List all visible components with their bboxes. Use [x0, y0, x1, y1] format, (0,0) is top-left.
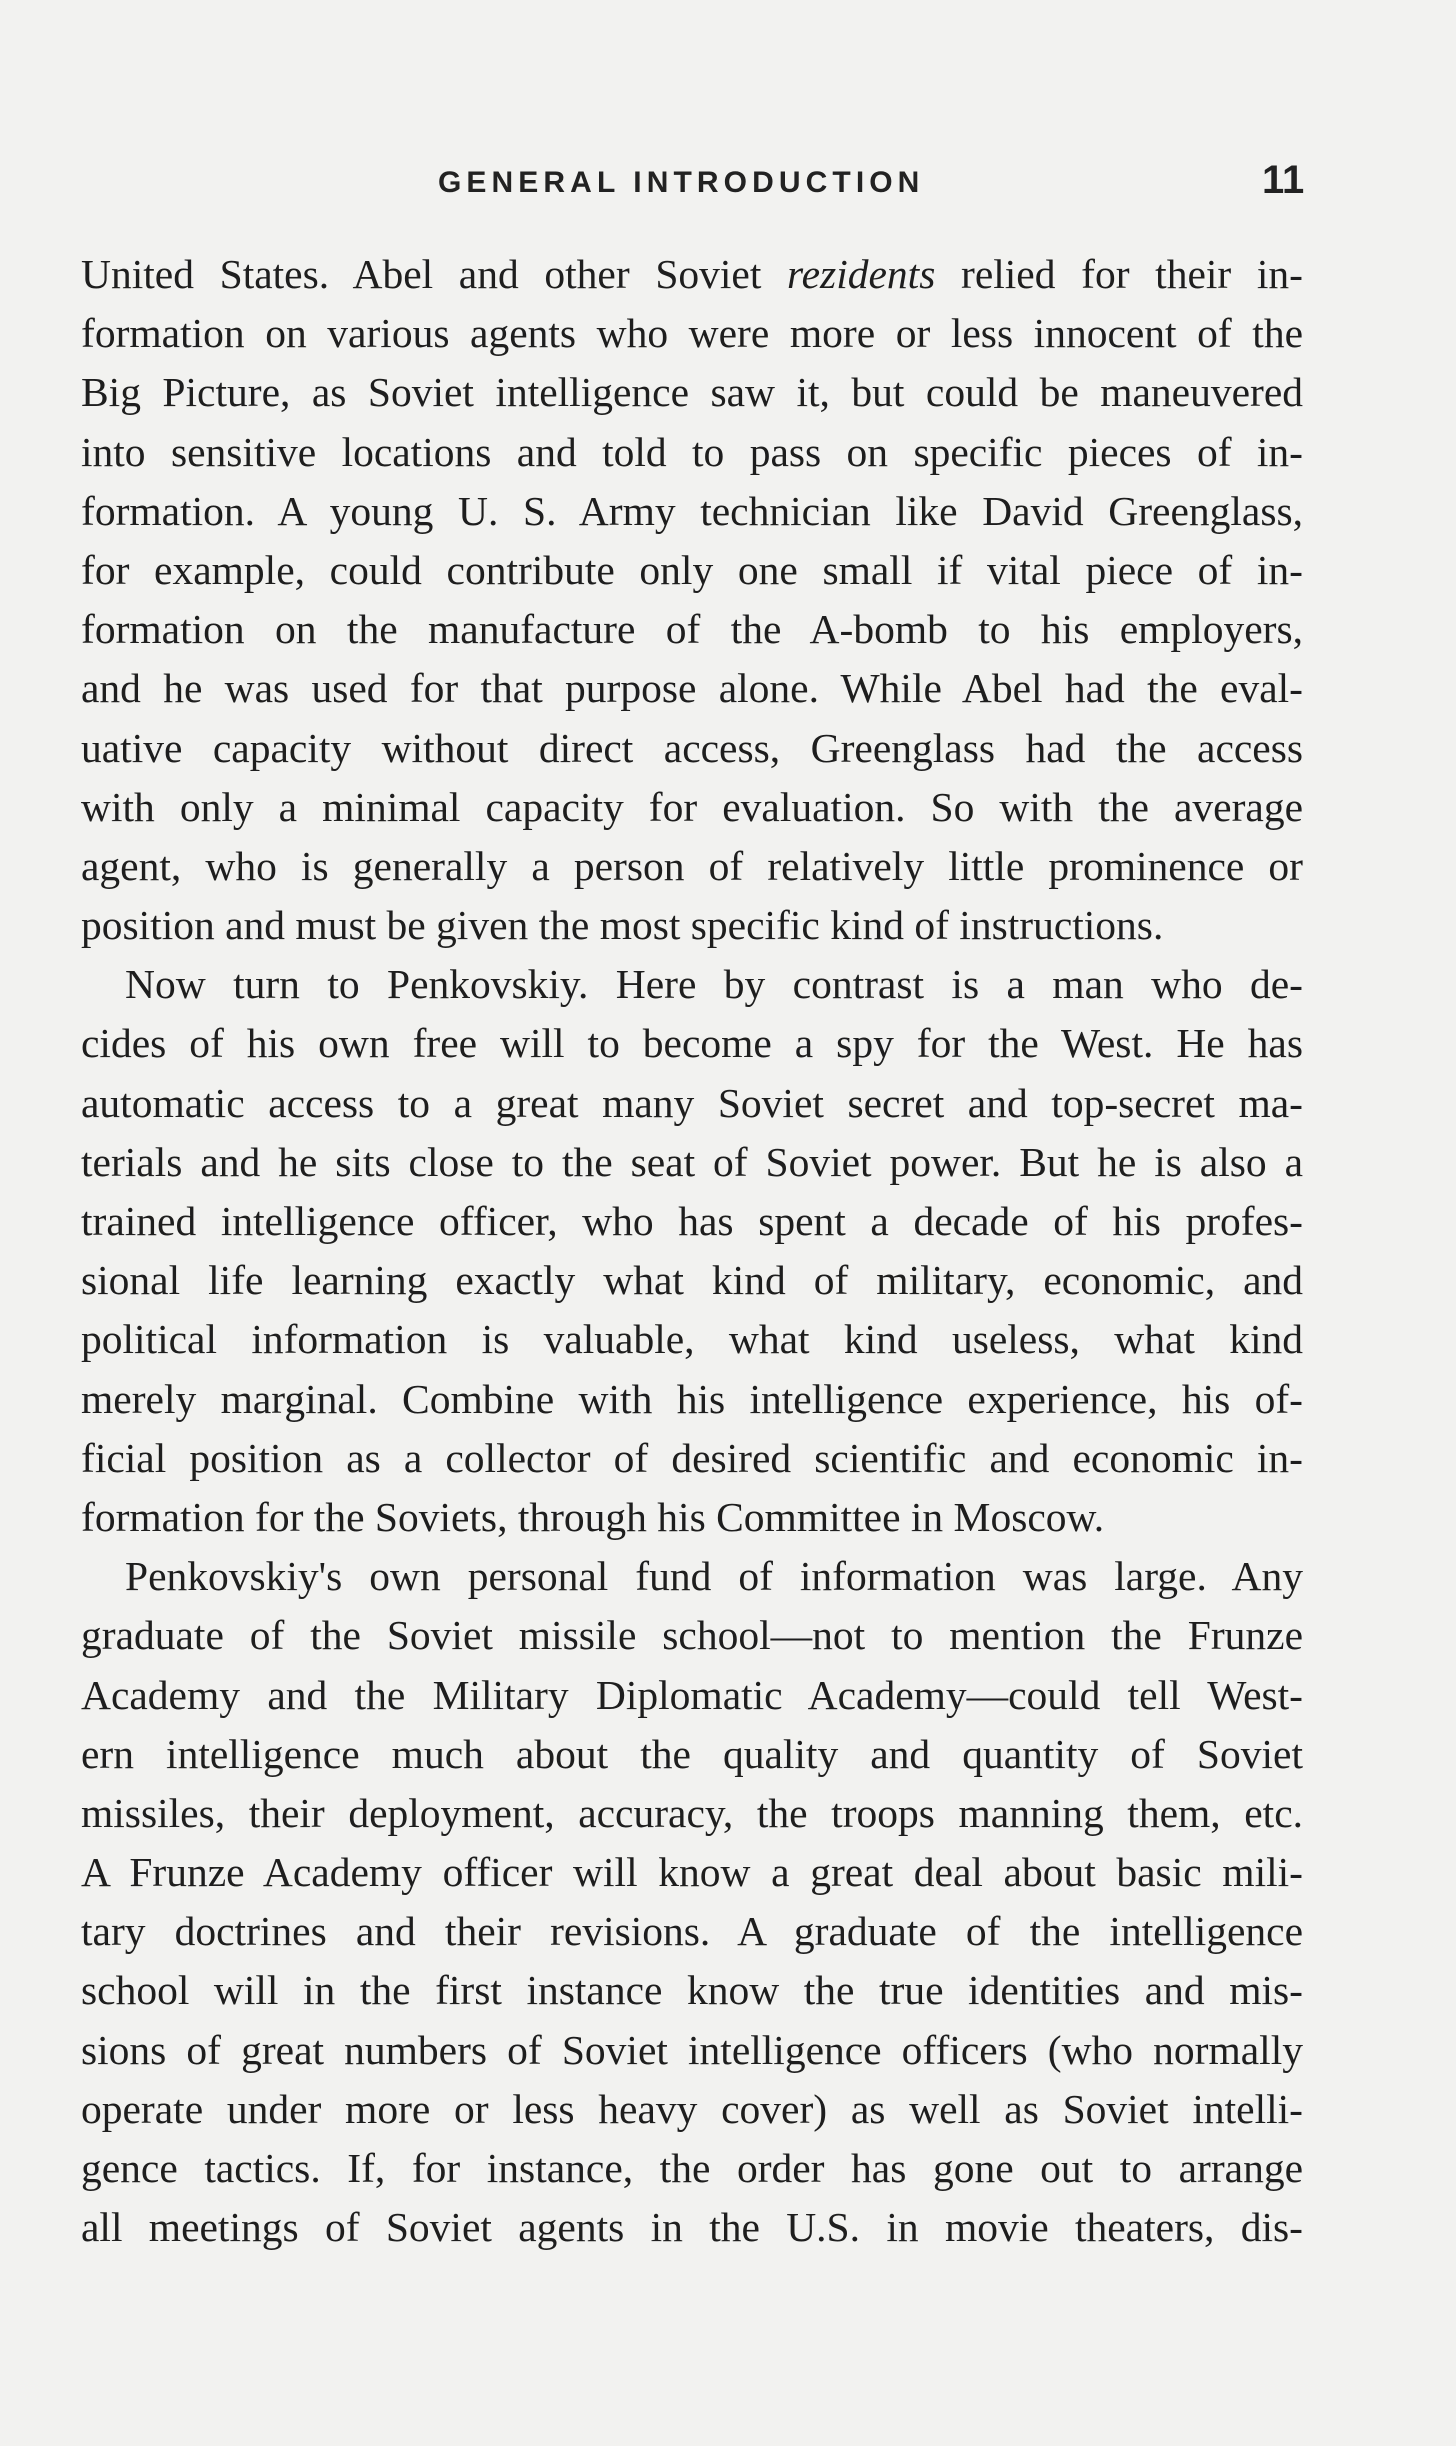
- text-line: graduate of the Soviet missile school—not to mention the Frunze: [81, 1612, 1303, 1659]
- text-line: position and must be given the most specific kind of instructions.: [81, 902, 1164, 949]
- text-line: into sensitive locations and told to pass on specific pieces of in-: [81, 428, 1303, 475]
- text-line: political information is valuable, what kind useless, what kind: [81, 1316, 1303, 1363]
- text-line: merely marginal. Combine with his intelligence experience, his of-: [81, 1375, 1303, 1422]
- text-line: for example, could contribute only one small if vital piece of in-: [81, 546, 1303, 593]
- text-line: cides of his own free will to become a spy for the West. He has: [81, 1020, 1303, 1067]
- text-line: formation. A young U. S. Army technician like David Greenglass,: [81, 487, 1303, 534]
- italic-term: rezidents: [787, 251, 936, 297]
- text-line: with only a minimal capacity for evaluation. So with the average: [81, 783, 1303, 830]
- text-line: automatic access to a great many Soviet secret and top-secret ma-: [81, 1079, 1303, 1126]
- text-line: terials and he sits close to the seat of Soviet power. But he is also a: [81, 1138, 1303, 1185]
- body-text: [81, 245, 1303, 2257]
- text-line: Penkovskiy's own personal fund of information was large. Any: [125, 1553, 1303, 1600]
- text-line: uative capacity without direct access, Greenglass had the access: [81, 724, 1303, 771]
- text-line: [81, 245, 1303, 304]
- text-line: operate under more or less heavy cover) as well as Soviet intelli-: [81, 2085, 1303, 2132]
- text-line: sions of great numbers of Soviet intelligence officers (who normally: [81, 2026, 1303, 2073]
- text-line: ficial position as a collector of desired scientific and economic in-: [81, 1434, 1303, 1481]
- text-span: United States. Abel and other Soviet: [81, 251, 788, 297]
- text-line: A Frunze Academy officer will know a great deal about basic mili-: [81, 1849, 1303, 1896]
- text-line: Big Picture, as Soviet intelligence saw it, but could be maneuvered: [81, 369, 1303, 416]
- text-line: all meetings of Soviet agents in the U.S. in movie theaters, dis-: [81, 2204, 1303, 2251]
- text-line: formation for the Soviets, through his Committee in Moscow.: [81, 1493, 1105, 1540]
- text-line: formation on the manufacture of the A-bomb to his employers,: [81, 606, 1303, 653]
- text-line: agent, who is generally a person of relatively little prominence or: [81, 842, 1303, 889]
- text-line: sional life learning exactly what kind of military, economic, and: [81, 1257, 1303, 1304]
- text-line: and he was used for that purpose alone. While Abel had the eval-: [81, 665, 1303, 712]
- text-line: tary doctrines and their revisions. A graduate of the intelligence: [81, 1908, 1303, 1955]
- text-line: gence tactics. If, for instance, the order has gone out to arrange: [81, 2145, 1303, 2191]
- text-line: Now turn to Penkovskiy. Here by contrast is a man who de-: [125, 961, 1303, 1008]
- running-header: GENERAL INTRODUCTION: [438, 166, 925, 199]
- text-line: ern intelligence much about the quality and quantity of Soviet: [81, 1730, 1303, 1777]
- text-span: relied for their in-: [935, 251, 1303, 297]
- text-line: school will in the first instance know the true identities and mis-: [81, 1967, 1303, 2014]
- text-line: missiles, their deployment, accuracy, the troops manning them, etc.: [81, 1789, 1303, 1836]
- text-line: Academy and the Military Diplomatic Academy—could tell West-: [81, 1671, 1303, 1718]
- page-number: 11: [1262, 158, 1305, 202]
- text-line: formation on various agents who were more or less innocent of the: [81, 310, 1303, 357]
- text-line: trained intelligence officer, who has spent a decade of his profes-: [81, 1198, 1303, 1244]
